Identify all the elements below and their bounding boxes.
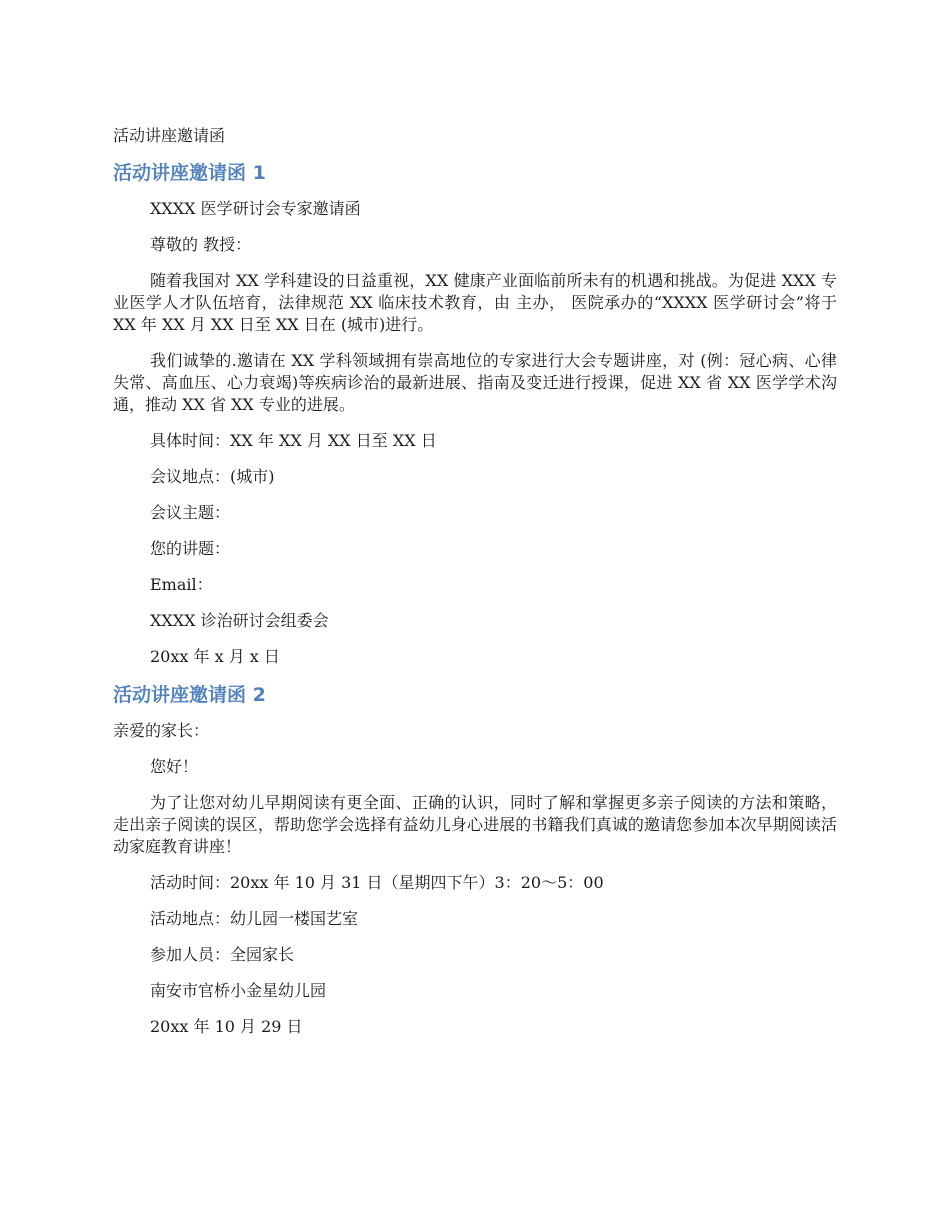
s1-email-line: Email： <box>150 575 213 594</box>
s1-signature: XXXX 诊治研讨会组委会 <box>150 611 329 630</box>
s2-body-paragraph: 为了让您对幼儿早期阅读有更全面、正确的认识，同时了解和掌握更多亲子阅读的方法和策略，走出亲子阅读的误区，帮助您学会选择有益幼儿身心进展的书籍我们真诚的邀请您参加本次早期阅读活动家庭教育讲座！ <box>113 793 837 856</box>
s1-time-line: 具体时间：XX 年 XX 月 XX 日至 XX 日 <box>150 431 437 450</box>
document-page <box>113 124 837 1052</box>
s2-signature: 南安市官桥小金星幼儿园 <box>150 981 327 1000</box>
s2-attendees-line: 参加人员：全园家长 <box>150 945 295 964</box>
s1-subtitle: XXXX 医学研讨会专家邀请函 <box>150 199 361 218</box>
s1-lecture-line: 您的讲题： <box>150 539 231 558</box>
s1-topic-line: 会议主题： <box>150 503 231 522</box>
s1-location-line: 会议地点：(城市) <box>150 467 275 486</box>
s2-location-line: 活动地点：幼儿园一楼国艺室 <box>150 909 359 928</box>
s2-salutation: 亲爱的家长： <box>113 721 210 740</box>
section-heading-2: 活动讲座邀请函 2 <box>113 684 266 706</box>
s2-greeting: 您好！ <box>150 757 199 776</box>
document-title: 活动讲座邀请函 <box>113 126 226 145</box>
section-heading-1: 活动讲座邀请函 1 <box>113 162 266 184</box>
s2-date: 20xx 年 10 月 29 日 <box>150 1017 303 1036</box>
s1-body-paragraph: 我们诚挚的.邀请在 XX 学科领域拥有崇高地位的专家进行大会专题讲座，对 (例：冠心病、心律失常、高血压、心力衰竭)等疾病诊治的最新进展、指南及变迁进行授课，促进 XX 省 XX 医学学术沟通，推动 XX 省 XX 专业的进展。 <box>113 351 837 414</box>
s1-date: 20xx 年 x 月 x 日 <box>150 647 280 666</box>
s1-body-paragraph: 随着我国对 XX 学科建设的日益重视，XX 健康产业面临前所未有的机遇和挑战。为促进 XXX 专业医学人才队伍培育，法律规范 XX 临床技术教育，由 主办， 医院承办的“XXXX 医学研讨会”将于 XX 年 XX 月 XX 日至 XX 日在 (城市)进行。 <box>113 271 837 334</box>
s2-time-line: 活动时间：20xx 年 10 月 31 日（星期四下午）3：20～5：00 <box>150 873 604 892</box>
s1-salutation: 尊敬的 教授： <box>150 235 252 254</box>
